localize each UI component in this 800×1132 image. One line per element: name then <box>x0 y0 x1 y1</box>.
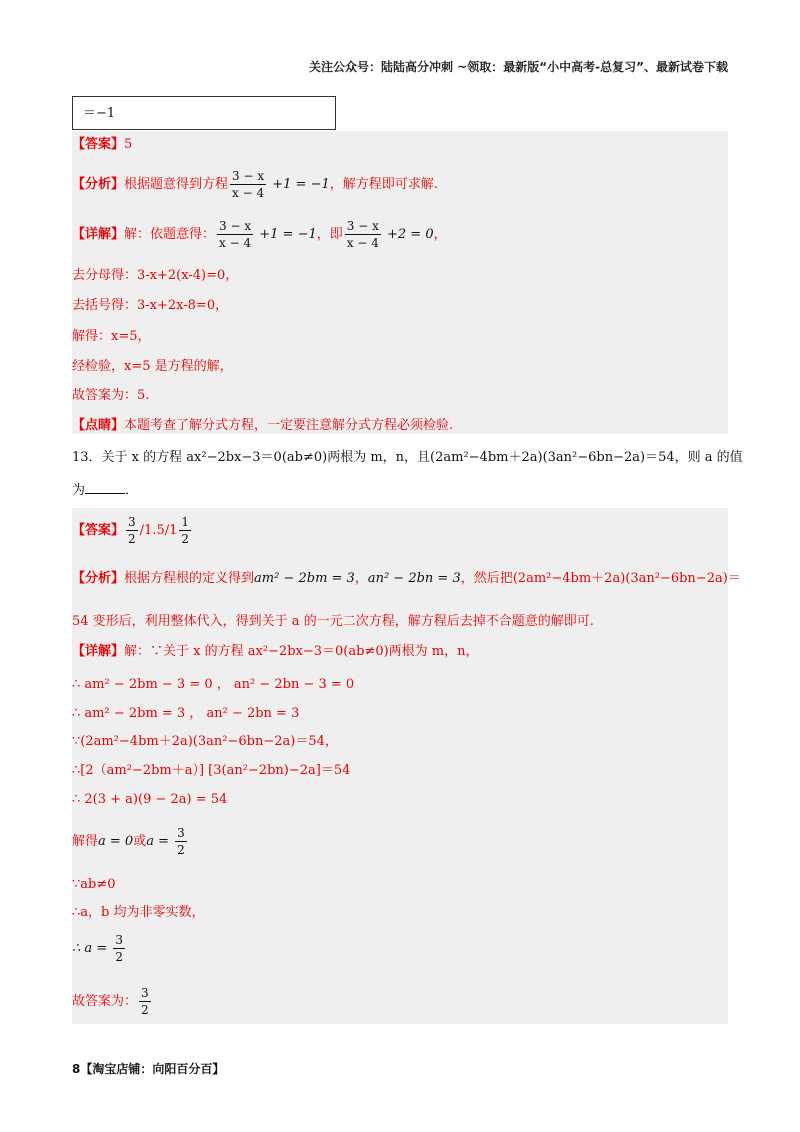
analysis-text: 根据题意得到方程 <box>124 177 229 192</box>
detail-text: 解：∵关于 x 的方程 ax²−2bx−3＝0(ab≠0)两根为 m，n， <box>124 644 479 659</box>
detail-tag: 【详解】 <box>72 644 125 659</box>
fraction-denominator: 2 <box>141 1003 149 1017</box>
fraction <box>139 985 151 1018</box>
q12-comment-line <box>72 417 728 435</box>
stem-text: ． <box>125 483 139 498</box>
fraction <box>230 168 266 201</box>
fraction <box>126 514 138 547</box>
fraction-numerator: 3 − x <box>219 219 252 233</box>
fraction-denominator: x − 4 <box>219 236 252 250</box>
page-header: 关注公众号：陆陆高分冲刺 ~领取：最新版“小中高考-总复习”、最新试卷下载 <box>309 60 728 74</box>
fraction-numerator: 3 <box>177 826 185 840</box>
answer-text: /1.5/1 <box>139 523 178 538</box>
step-text: 故答案为： <box>72 994 138 1009</box>
q13-analysis-line-2: 54 变形后，利用整体代入，得到关于 a 的一元二次方程，解方程后去掉不合题意的解即可. <box>72 614 594 629</box>
fraction-numerator: 3 <box>115 933 123 947</box>
q13-step: ∵ab≠0 <box>72 877 116 892</box>
analysis-text: 根据方程根的定义得到 <box>124 571 255 586</box>
q13-detail-line <box>72 643 728 661</box>
q13-step: ∴[2（am²−2bm＋a）] [3(an²−2bn)−2a]＝54 <box>72 763 351 778</box>
q13-solve-line <box>72 825 728 858</box>
equation: +1 = −1 <box>255 227 317 242</box>
fraction <box>175 825 187 858</box>
detail-text: 解：依题意得： <box>124 227 216 242</box>
fraction-denominator: 2 <box>128 532 136 546</box>
equation: ∴ a = <box>72 941 112 956</box>
step-text: 解得 <box>72 834 99 849</box>
fraction-numerator: 3 <box>128 515 136 529</box>
stem-text: 为 <box>72 483 86 498</box>
q12-step: 故答案为：5. <box>72 388 150 403</box>
comment-tag: 【点睛】 <box>72 418 125 433</box>
comment-text: 本题考查了解分式方程，一定要注意解分式方程必须检验. <box>124 418 454 433</box>
fraction <box>345 218 381 251</box>
fraction-denominator: 2 <box>181 532 190 546</box>
answer-tag: 【答案】 <box>72 137 125 152</box>
fraction-denominator: 2 <box>177 843 185 857</box>
fraction <box>217 218 253 251</box>
q13-step: ∴ 2(3 + a)(9 − 2a) = 54 <box>72 792 228 807</box>
page-footer: 8【淘宝店铺：向阳百分百】 <box>72 1062 225 1076</box>
q13-step: ∴ am² − 2bm − 3 = 0 ， an² − 2bn − 3 = 0 <box>72 677 355 692</box>
q12-answer-line <box>72 136 728 154</box>
q13-final-answer <box>72 985 728 1018</box>
q13-step: ∴ am² − 2bm = 3 ， an² − 2bn = 3 <box>72 706 300 721</box>
q13-stem: 13．关于 x 的方程 ax²−2bx−3＝0(ab≠0)两根为 m，n，且(2am²−4bm＋2a)(3an²−6bn−2a)＝54，则 a 的值 <box>72 450 743 465</box>
detail-text: ， <box>433 227 447 242</box>
q12-detail-line <box>72 218 728 251</box>
equation: am² − 2bm = 3 <box>254 571 355 586</box>
fraction-denominator: x − 4 <box>232 186 265 200</box>
equation: +1 = −1 <box>268 177 330 192</box>
q13-step: ∴a，b 均为非零实数， <box>72 905 205 920</box>
q13-stem-2 <box>72 481 728 500</box>
fraction-numerator: 3 − x <box>232 169 265 183</box>
q12-step: 去分母得：3-x+2(x-4)=0， <box>72 268 239 283</box>
separator: ， <box>354 571 368 586</box>
analysis-tag: 【分析】 <box>72 177 125 192</box>
fraction-numerator: 3 <box>141 986 149 1000</box>
q12-step: 去括号得：3-x+2x-8=0， <box>72 298 229 313</box>
fraction-numerator: 1 <box>181 515 190 529</box>
answer-box-text: ＝−1 <box>83 106 116 121</box>
analysis-text-end: ，解方程即可求解. <box>329 177 438 192</box>
q13-step: ∵(2am²−4bm＋2a)(3an²−6bn−2a)＝54， <box>72 734 338 749</box>
fraction-denominator: 2 <box>115 950 123 964</box>
q13-answer-line <box>72 514 728 547</box>
q12-step: 经检验，x=5 是方程的解， <box>72 359 233 374</box>
fraction <box>113 932 125 965</box>
detail-text: ，即 <box>316 227 343 242</box>
detail-tag: 【详解】 <box>72 227 125 242</box>
q12-answer: 5 <box>124 137 133 152</box>
q13-analysis-line <box>72 570 741 588</box>
fraction <box>179 514 191 547</box>
equation: a = <box>146 834 174 849</box>
fraction-numerator: 3 − x <box>346 219 379 233</box>
analysis-text: ，然后把(2am²−4bm＋2a)(3an²−6bn−2a)＝ <box>460 571 741 586</box>
answer-tag: 【答案】 <box>72 523 125 538</box>
q12-analysis-line <box>72 168 728 201</box>
equation: an² − 2bn = 3 <box>367 571 461 586</box>
step-text: 或 <box>133 834 147 849</box>
q12-step: 解得：x=5， <box>72 329 151 344</box>
fraction-denominator: x − 4 <box>346 236 379 250</box>
q13-result-line <box>72 932 728 965</box>
analysis-tag: 【分析】 <box>72 571 125 586</box>
equation: a = 0 <box>98 834 134 849</box>
answer-blank <box>85 481 125 494</box>
equation: +2 = 0 <box>382 227 434 242</box>
answer-box <box>72 96 336 130</box>
